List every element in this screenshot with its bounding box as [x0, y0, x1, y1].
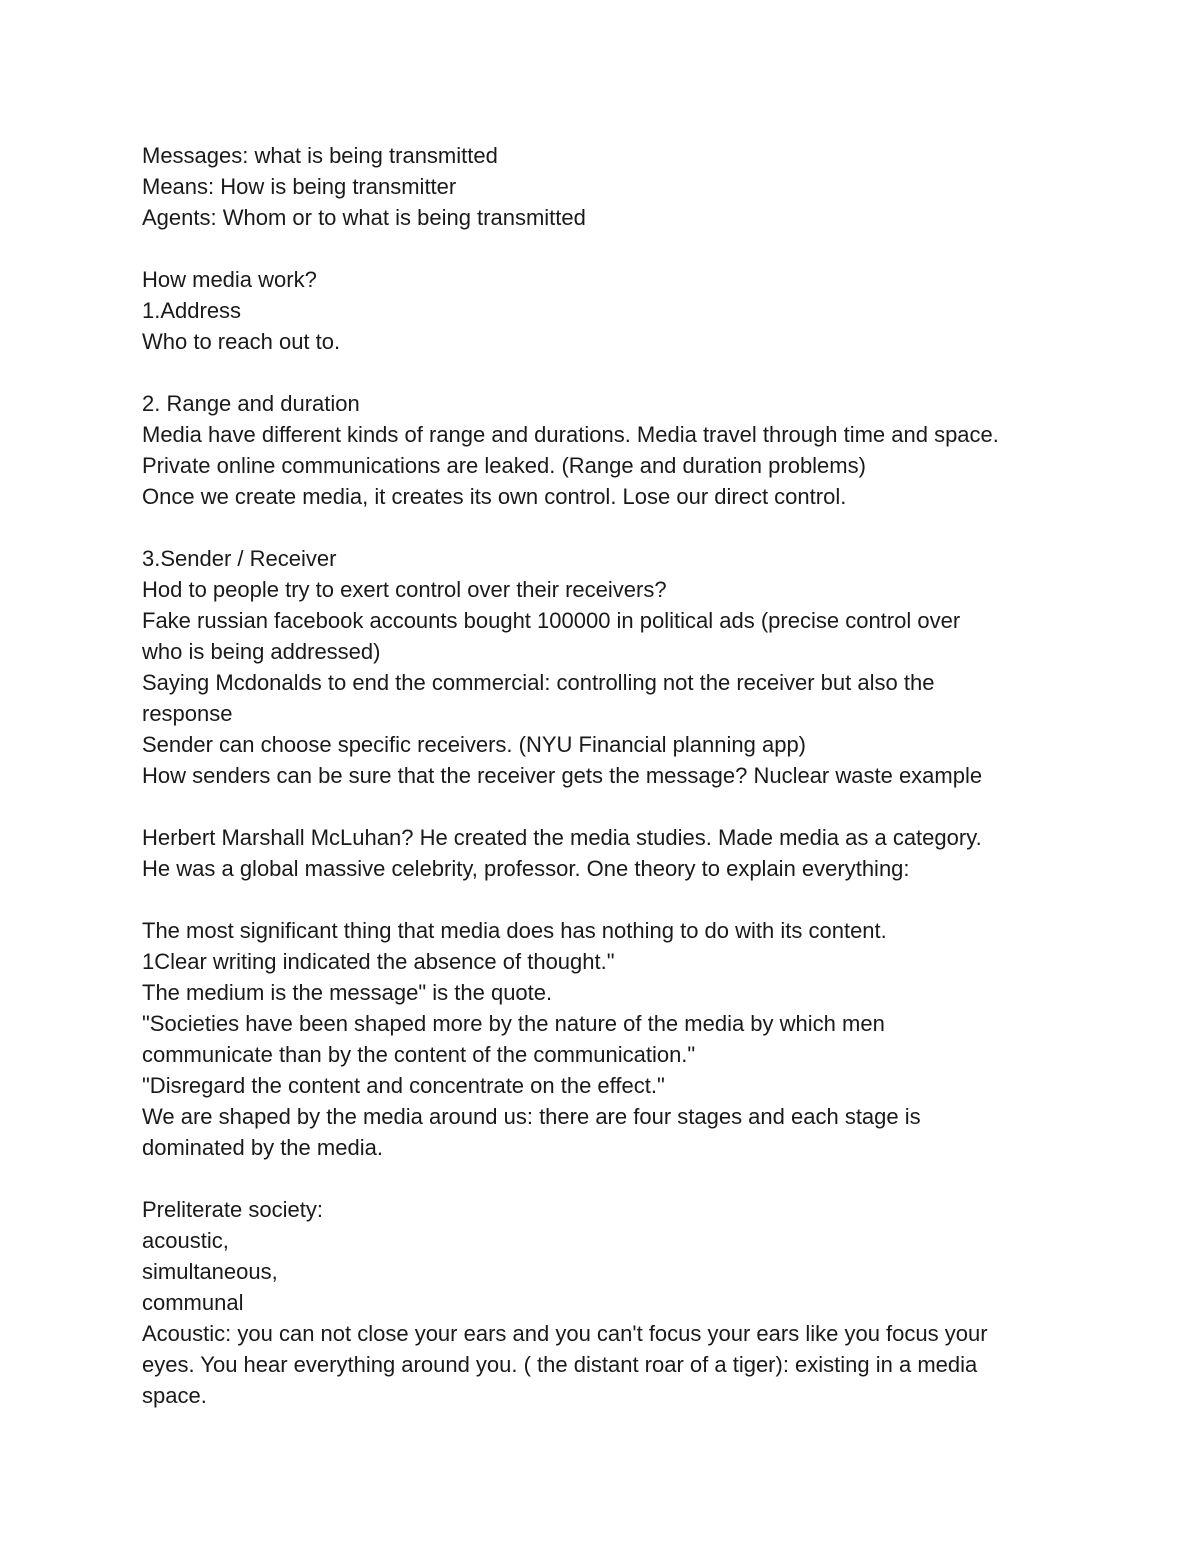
- text-line: eyes. You hear everything around you. ( the distant roar of a tiger): existing in a media: [142, 1352, 978, 1377]
- text-line: 1Clear writing indicated the absence of thought.": [142, 949, 615, 974]
- text-line: Means: How is being transmitter: [142, 174, 457, 199]
- text-line: Acoustic: you can not close your ears and you can't focus your ears like you focus your: [142, 1321, 988, 1346]
- text-line: Saying Mcdonalds to end the commercial: controlling not the receiver but also the: [142, 670, 935, 695]
- text-line: Media have different kinds of range and durations. Media travel through time and space.: [142, 422, 999, 447]
- text-line: simultaneous,: [142, 1259, 278, 1284]
- text-line: He was a global massive celebrity, professor. One theory to explain everything:: [142, 856, 910, 881]
- text-line: Once we create media, it creates its own control. Lose our direct control.: [142, 484, 847, 509]
- text-line: communicate than by the content of the communication.": [142, 1042, 696, 1067]
- text-line: Private online communications are leaked. (Range and duration problems): [142, 453, 866, 478]
- blank-line: [142, 884, 1072, 915]
- text-line: The most significant thing that media does has nothing to do with its content.: [142, 918, 887, 943]
- text-line: Sender can choose specific receivers. (NYU Financial planning app): [142, 732, 807, 757]
- text-line: response: [142, 701, 233, 726]
- section-heading: How media work?: [142, 267, 317, 292]
- blank-line: [142, 1163, 1072, 1194]
- text-line: 1.Address: [142, 298, 242, 323]
- text-line: who is being addressed): [142, 639, 381, 664]
- text-line: acoustic,: [142, 1228, 229, 1253]
- blank-line: [142, 233, 1072, 264]
- text-line: How senders can be sure that the receiver gets the message? Nuclear waste example: [142, 763, 983, 788]
- document-body: [142, 140, 1072, 1411]
- text-line: Who to reach out to.: [142, 329, 341, 354]
- text-line: communal: [142, 1290, 244, 1315]
- blank-line: [142, 512, 1072, 543]
- text-line: Agents: Whom or to what is being transmitted: [142, 205, 586, 230]
- blank-line: [142, 791, 1072, 822]
- text-line: Messages: what is being transmitted: [142, 143, 498, 168]
- text-line: space.: [142, 1383, 207, 1408]
- text-line: "Disregard the content and concentrate on the effect.": [142, 1073, 665, 1098]
- blank-line: [142, 357, 1072, 388]
- section-heading: 3.Sender / Receiver: [142, 546, 337, 571]
- text-line: Hod to people try to exert control over their receivers?: [142, 577, 667, 602]
- section-heading: Preliterate society:: [142, 1197, 323, 1222]
- text-line: dominated by the media.: [142, 1135, 383, 1160]
- text-line: The medium is the message" is the quote.: [142, 980, 553, 1005]
- text-line: Fake russian facebook accounts bought 100000 in political ads (precise control over: [142, 608, 961, 633]
- text-line: Herbert Marshall McLuhan? He created the media studies. Made media as a category.: [142, 825, 982, 850]
- section-heading: 2. Range and duration: [142, 391, 360, 416]
- text-line: "Societies have been shaped more by the nature of the media by which men: [142, 1011, 885, 1036]
- text-line: We are shaped by the media around us: there are four stages and each stage is: [142, 1104, 921, 1129]
